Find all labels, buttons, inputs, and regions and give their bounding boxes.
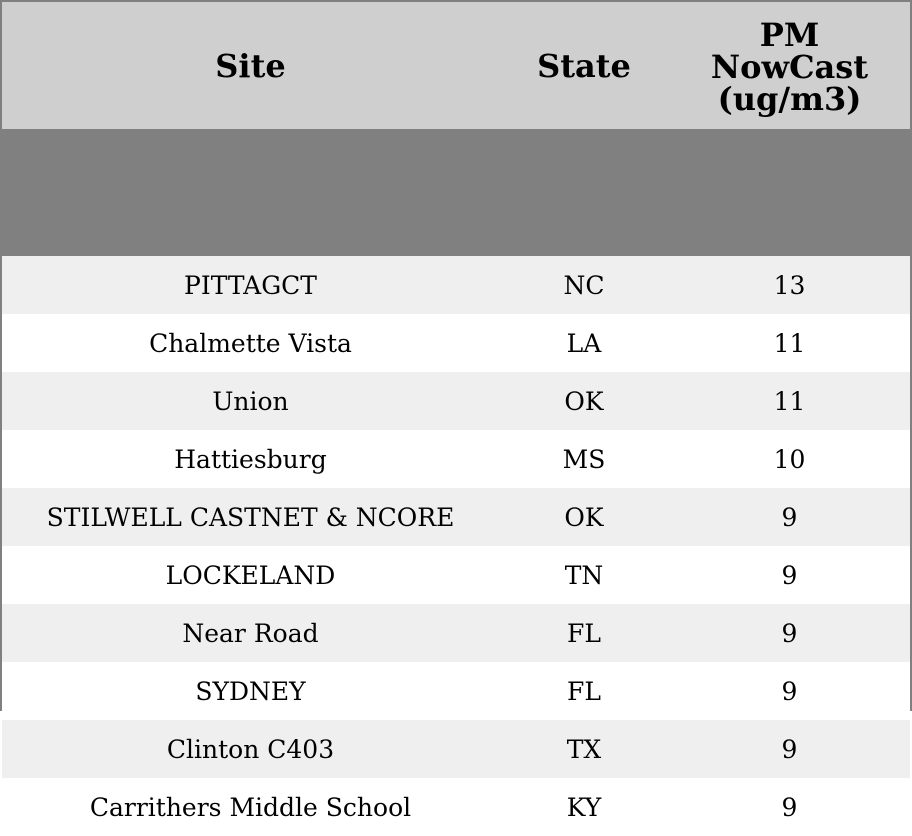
table-row — [2, 720, 910, 778]
state-cell: FL — [567, 676, 601, 706]
header-pm-nowcast — [669, 2, 910, 129]
header-pm-line-1: PM — [759, 15, 820, 54]
state-cell: OK — [564, 502, 604, 532]
header-divider — [2, 129, 910, 256]
pm-nowcast-cell: 11 — [773, 328, 806, 358]
table-row — [2, 314, 910, 372]
site-cell: LOCKELAND — [165, 560, 336, 590]
pm-nowcast-cell: 9 — [781, 676, 798, 706]
table-row — [2, 604, 910, 662]
pm-nowcast-cell: 9 — [781, 502, 798, 532]
state-cell: TN — [564, 560, 604, 590]
header-state: State — [537, 46, 631, 85]
table-row — [2, 372, 910, 430]
state-cell: TX — [566, 734, 602, 764]
site-cell: Near Road — [182, 618, 319, 648]
header-row — [2, 2, 910, 129]
table-row — [2, 488, 910, 546]
table-row — [2, 256, 910, 314]
pm-nowcast-cell: 9 — [781, 792, 798, 822]
table-row — [2, 778, 910, 836]
state-cell: NC — [563, 270, 605, 300]
pm-nowcast-cell: 11 — [773, 386, 806, 416]
state-cell: KY — [566, 792, 602, 822]
site-cell: Union — [212, 386, 289, 416]
site-cell: SYDNEY — [195, 676, 306, 706]
pm-nowcast-cell: 10 — [773, 444, 806, 474]
pm-nowcast-cell: 9 — [781, 618, 798, 648]
site-cell: STILWELL CASTNET & NCORE — [46, 502, 455, 532]
state-cell: MS — [562, 444, 606, 474]
state-cell: OK — [564, 386, 604, 416]
table-row — [2, 662, 910, 720]
table-body — [2, 256, 910, 836]
state-cell: LA — [566, 328, 602, 358]
state-cell: FL — [567, 618, 601, 648]
pm-nowcast-cell: 9 — [781, 560, 798, 590]
header-pm-line-2: NowCast — [710, 47, 869, 86]
header-pm-line-3: (ug/m3) — [717, 79, 862, 118]
site-cell: Clinton C403 — [166, 734, 335, 764]
site-cell: Hattiesburg — [174, 444, 327, 474]
header-site: Site — [215, 46, 286, 85]
site-cell: Chalmette Vista — [149, 328, 352, 358]
table-row — [2, 430, 910, 488]
pm-nowcast-cell: 13 — [773, 270, 806, 300]
header-divider-line — [2, 129, 910, 256]
site-cell: PITTAGCT — [184, 270, 317, 300]
table-row — [2, 546, 910, 604]
table-header — [2, 2, 910, 256]
site-cell: Carrithers Middle School — [89, 792, 412, 822]
pm-nowcast-cell: 9 — [781, 734, 798, 764]
